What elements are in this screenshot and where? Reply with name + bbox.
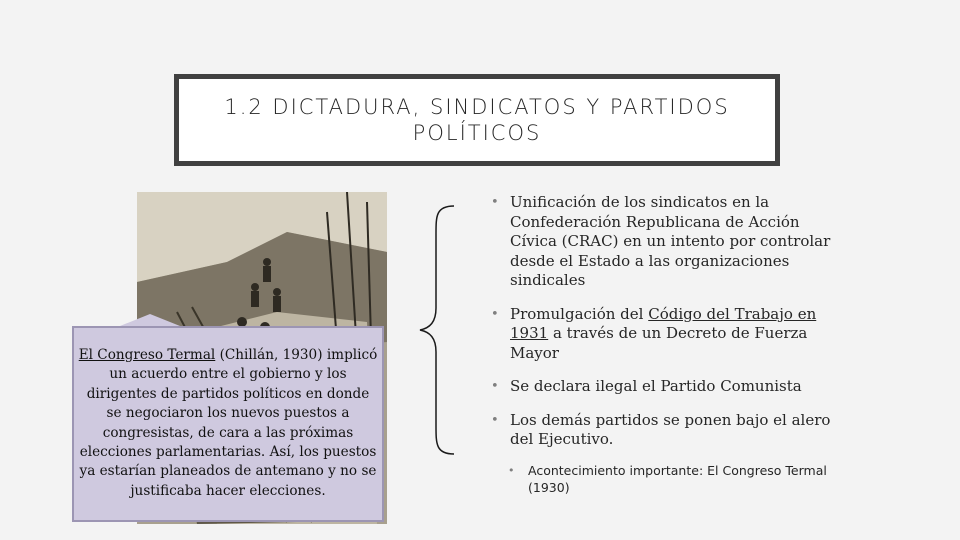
bullet-icon: • bbox=[491, 306, 499, 322]
slide-title: 1.2 DICTADURA, SINDICATOS Y PARTIDOS POLÍTICOS bbox=[224, 95, 730, 145]
bullet-icon: • bbox=[491, 379, 499, 394]
brace-path bbox=[420, 206, 454, 454]
bullet-item-codigo bbox=[488, 305, 838, 364]
photo-caption-box bbox=[72, 326, 384, 522]
bullet-item-comunista bbox=[488, 377, 838, 397]
bullet-item-partidos bbox=[488, 411, 838, 450]
bullet-text-codigo-post: a través de un Decreto de Fuerza Mayor bbox=[510, 324, 808, 362]
title-box bbox=[174, 74, 780, 166]
caption-title-link[interactable]: El Congreso Termal bbox=[78, 347, 216, 363]
bullet-item-crac bbox=[488, 193, 838, 291]
curly-brace-icon bbox=[418, 204, 458, 456]
bullet-text-partidos: Los demás partidos se ponen bajo el alero del Ejecutivo. bbox=[510, 410, 831, 448]
bullet-text-codigo-pre: Promulgación del bbox=[510, 304, 649, 323]
bullet-icon: • bbox=[491, 195, 499, 210]
caption-text: (Chillán, 1930) implicó un acuerdo entre el gobierno y los dirigentes de partidos políticos en donde se negociaron los nuevos puestos a congresistas, de cara a las próximas elecciones parlamentarias. Así, los puestos ya estarían planeados de antemano y no se justificaba hacer elecciones. bbox=[79, 347, 378, 499]
sub-bullet-icon: • bbox=[508, 463, 515, 477]
bullet-list bbox=[488, 193, 838, 496]
sub-bullet-congreso bbox=[488, 462, 838, 496]
sub-bullet-text: Acontecimiento importante: El Congreso Termal (1930) bbox=[528, 462, 827, 495]
codigo-trabajo-link[interactable]: Código del Trabajo en 1931 bbox=[510, 304, 817, 342]
bullet-icon: • bbox=[491, 412, 499, 428]
bullet-text-crac: Unificación de los sindicatos en la Confederación Republicana de Acción Cívica (CRAC) en un intento por controlar desde el Estado a las organizaciones sindicales bbox=[510, 193, 831, 289]
bullet-text-comunista: Se declara ilegal el Partido Comunista bbox=[510, 377, 802, 395]
caption-notch bbox=[120, 314, 180, 326]
